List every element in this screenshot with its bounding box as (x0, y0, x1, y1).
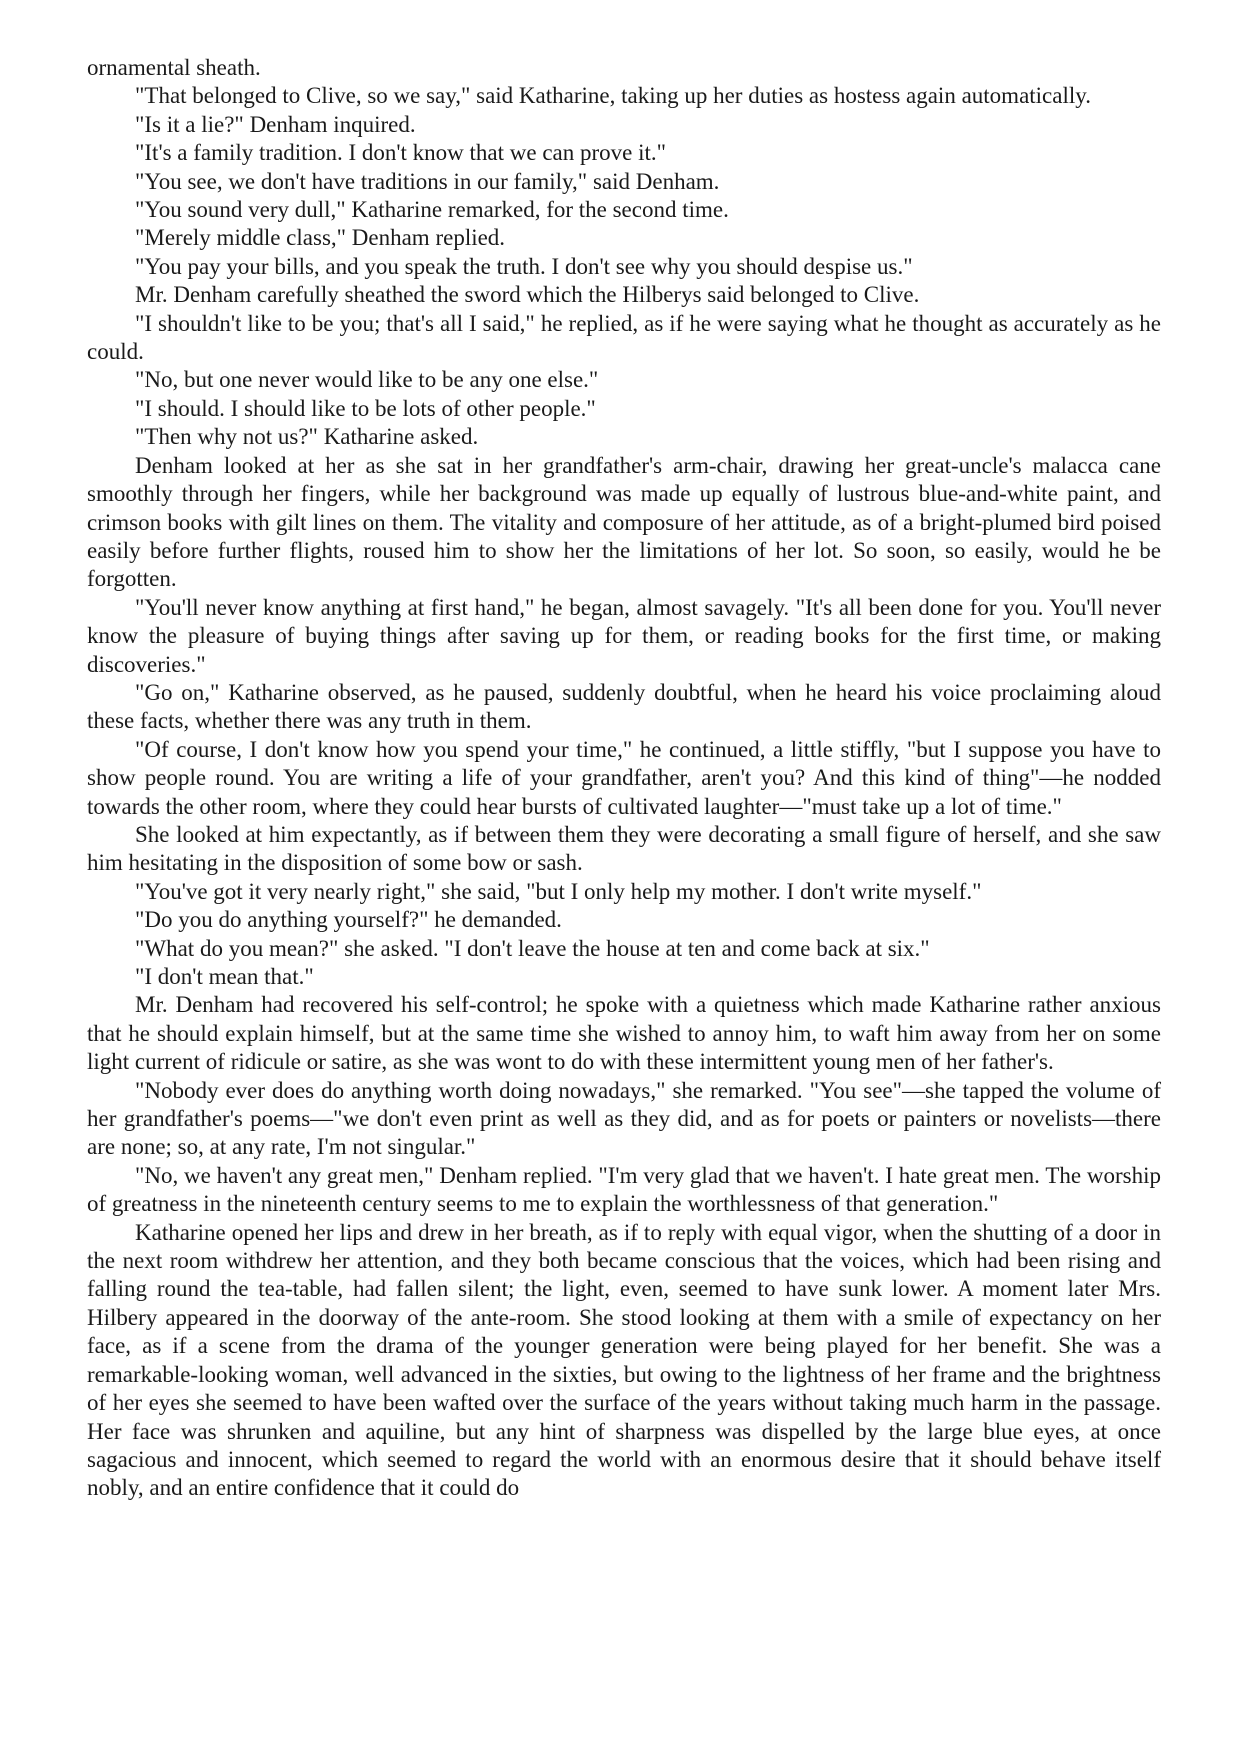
paragraph: "Merely middle class," Denham replied. (135, 225, 506, 251)
paragraph: ornamental sheath. (87, 55, 261, 80)
paragraph: "Nobody ever does do anything worth doing nowadays," she remarked. "You see"—she tapped the volume of her grandfather's poems—"we don't even print as well as they did, and as for poets or painters or novelists—there are none; so, at any rate, I'm not singular." (87, 1077, 1161, 1160)
paragraph: "You sound very dull," Katharine remarked, for the second time. (135, 197, 729, 223)
paragraph: "I shouldn't like to be you; that's all I said," he replied, as if he were saying what he thought as accurately as he could. (87, 310, 1161, 365)
paragraph: "No, we haven't any great men," Denham replied. "I'm very glad that we haven't. I hate great men. The worship of greatness in the nineteenth century seems to me to explain the worthlessness of that generation." (87, 1162, 1161, 1217)
paragraph: "Of course, I don't know how you spend your time," he continued, a little stiffly, "but I suppose you have to show people round. You are writing a life of your grandfather, aren't you? And this kind of thing"—he nodded towards the other room, where they could hear bursts of cultivated laughter—"must take up a lot of time." (87, 736, 1161, 819)
paragraph: "That belonged to Clive, so we say," said Katharine, taking up her duties as hostess again automatically. (135, 83, 1092, 109)
paragraph: "You've got it very nearly right," she said, "but I only help my mother. I don't write myself." (135, 878, 982, 904)
paragraph: Mr. Denham carefully sheathed the sword which the Hilberys said belonged to Clive. (135, 282, 920, 308)
paragraph: "You'll never know anything at first hand," he began, almost savagely. "It's all been done for you. You'll never know the pleasure of buying things after saving up for them, or reading books for the first time, or making discoveries." (87, 594, 1161, 677)
paragraph: Denham looked at her as she sat in her grandfather's arm-chair, drawing her great-uncle's malacca cane smoothly through her fingers, while her background was made up equally of lustrous blue-and-white paint, and crimson books with gilt lines on them. The vitality and composure of her attitude, as of a bright-plumed bird poised easily before further flights, roused him to show her the limitations of her lot. So soon, so easily, would he be forgotten. (87, 452, 1161, 592)
paragraph: "Is it a lie?" Denham inquired. (135, 111, 416, 137)
paragraph: "What do you mean?" she asked. "I don't leave the house at ten and come back at six." (135, 935, 930, 961)
paragraph: Mr. Denham had recovered his self-control; he spoke with a quietness which made Katharine rather anxious that he should explain himself, but at the same time she wished to annoy him, to waft him away from her on some light current of ridicule or satire, as she was wont to do with these intermittent young men of her father's. (87, 992, 1161, 1075)
paragraph: "Go on," Katharine observed, as he paused, suddenly doubtful, when he heard his voice proclaiming aloud these facts, whether there was any truth in them. (87, 679, 1161, 734)
paragraph: "I should. I should like to be lots of other people." (135, 395, 596, 421)
paragraph: She looked at him expectantly, as if between them they were decorating a small figure of herself, and she saw him hesitating in the disposition of some bow or sash. (87, 821, 1161, 876)
paragraph: "No, but one never would like to be any one else." (135, 367, 599, 393)
paragraph: "Do you do anything yourself?" he demanded. (135, 907, 562, 933)
paragraph: "I don't mean that." (135, 964, 314, 989)
paragraph: "You pay your bills, and you speak the truth. I don't see why you should despise us." (135, 253, 913, 279)
paragraph: Katharine opened her lips and drew in her breath, as if to reply with equal vigor, when the shutting of a door in the next room withdrew her attention, and they both became conscious that the voices, which had been rising and falling round the tea-table, had fallen silent; the light, even, seemed to have sunk lower. A moment later Mrs. Hilbery appeared in the doorway of the ante-room. She stood looking at them with a smile of expectancy on her face, as if a scene from the drama of the younger generation were being played for her benefit. She was a remarkable-looking woman, well advanced in the sixties, but owing to the lightness of her frame and the brightness of her eyes she seemed to have been wafted over the surface of the years without taking much harm in the passage. Her face was shrunken and aquiline, but any hint of sharpness was dispelled by the large blue eyes, at once sagacious and innocent, which seemed to regard the world with an enormous desire that it should behave itself nobly, and an entire confidence that it could do (87, 1219, 1161, 1501)
paragraph: "It's a family tradition. I don't know that we can prove it." (135, 140, 667, 166)
paragraph: "Then why not us?" Katharine asked. (135, 424, 479, 450)
paragraph: "You see, we don't have traditions in our family," said Denham. (135, 168, 720, 194)
